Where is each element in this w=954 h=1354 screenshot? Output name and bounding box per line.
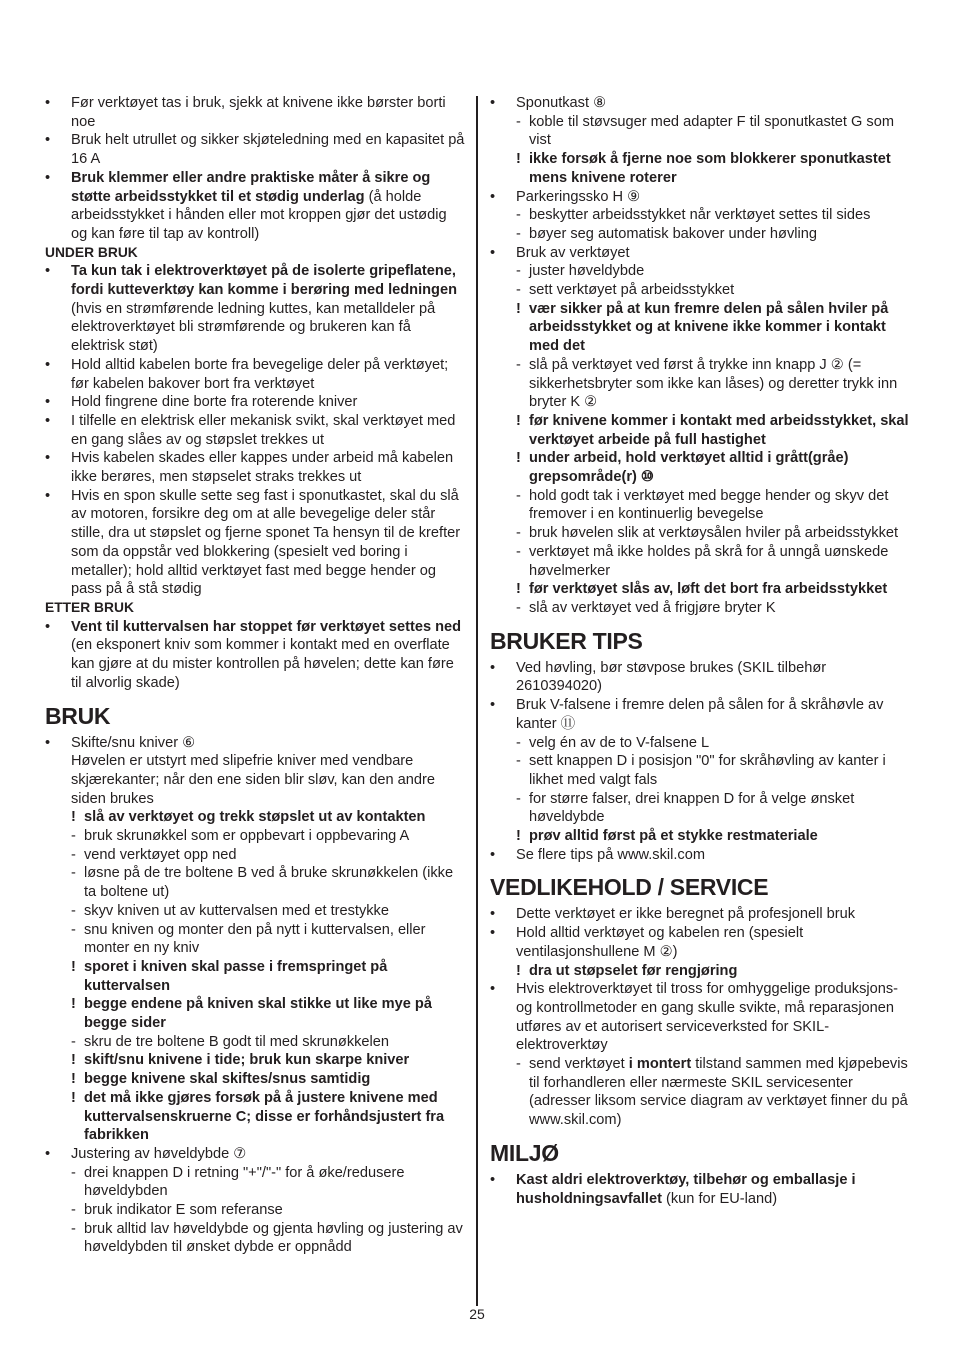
text-run: bruk høvelen slik at verktøysålen hviler på arbeidsstykket <box>529 525 899 542</box>
dash-item <box>490 752 912 789</box>
text-run: før verktøyet slås av, løft det bort fra arbeidsstykket <box>529 581 888 598</box>
text-run: Før verktøyet tas i bruk, sjekk at knivene ikke børster borti noe <box>71 95 446 130</box>
bullet-item <box>45 734 465 753</box>
text-run: begge endene på kniven skal stikke ut like mye på begge sider <box>84 996 432 1032</box>
text-run: VEDLIKEHOLD / SERVICE <box>490 874 769 901</box>
dash-item <box>45 827 465 846</box>
page-number: 25 <box>469 1306 485 1322</box>
bullet-item <box>490 1171 912 1208</box>
warning-item <box>45 1051 465 1070</box>
text-run: velg én av de to V-falsene L <box>529 734 710 751</box>
bullet-item <box>45 618 465 693</box>
text-run: Vent til kuttervalsen har stoppet før verktøyet settes ned <box>71 618 462 635</box>
warning-item <box>490 449 912 486</box>
text-run: (en eksponert kniv som kommer i kontakt med en overflate kan gjøre at du mister kontrollen på høvelen; dette kan føre til alvorlig skade) <box>71 637 454 691</box>
text-run: send verktøyet <box>529 1056 629 1073</box>
warning-item <box>45 1070 465 1089</box>
text-run: sporet i kniven skal passe i fremspringet på kuttervalsen <box>84 958 388 994</box>
dash-item <box>490 356 912 412</box>
bullet-item <box>490 188 912 207</box>
dash-item <box>490 262 912 281</box>
text-run: drei knappen D i retning "+"/"-" for å øke/redusere høveldybden <box>84 1164 405 1200</box>
text-run: Hvis elektroverktøyet til tross for omhyggelige produksjons- og kontrollmetoder en gang skulle svikte, må reparasjonen utføres av et autorisert serviceverksted for SKIL-elektroverktøy <box>516 981 899 1054</box>
warning-item <box>490 412 912 449</box>
dash-item <box>45 921 465 958</box>
text-run: Hvis kabelen skades eller kappes under arbeid må kabelen ikke berøres, men støpselet straks trekkes ut <box>71 450 454 486</box>
bullet-item <box>490 696 912 733</box>
text-run: sett verktøyet på arbeidsstykket <box>529 282 735 299</box>
text-run: slå på verktøyet ved først å trykke inn knapp J ② (= sikkerhetsbryter som ikke kan låses) og deretter trykk inn bryter K ② <box>529 356 898 411</box>
bullet-item <box>45 393 465 412</box>
dash-item <box>45 1033 465 1052</box>
text-run: vend verktøyet opp ned <box>84 846 237 863</box>
text-run: skyv kniven ut av kuttervalsen med et trestykke <box>84 902 389 919</box>
text-run: Dette verktøyet er ikke beregnet på profesjonell bruk <box>516 906 856 923</box>
dash-item <box>45 846 465 865</box>
dash-item <box>45 902 465 921</box>
text-run: Se flere tips på www.skil.com <box>516 846 705 863</box>
bullet-item <box>490 846 912 865</box>
bullet-item <box>45 262 465 356</box>
text-run: juster høveldybde <box>529 263 645 280</box>
section-heading <box>490 628 912 654</box>
section-heading <box>45 703 465 729</box>
text-run: under arbeid, hold verktøyet alltid i grått(gråe) grepsområde(r) ⑩ <box>529 450 849 486</box>
bullet-item <box>490 905 912 924</box>
text-run: UNDER BRUK <box>45 244 138 260</box>
subheading <box>45 599 465 618</box>
dash-item <box>490 1055 912 1130</box>
text-run: sett knappen D i posisjon "0" for skråhøvling av kanter i likhet med valgt fals <box>529 753 886 788</box>
bullet-item <box>490 244 912 263</box>
column-divider <box>476 96 478 1306</box>
text-run: løsne på de tre boltene B ved å bruke skrunøkkelen (ikke ta boltene ut) <box>84 865 454 901</box>
dash-item <box>45 1201 465 1220</box>
bullet-item <box>45 412 465 449</box>
text-run: ikke forsøk å fjerne noe som blokkerer sponutkastet mens knivene roterer <box>529 151 891 186</box>
text-run: bruk indikator E som referanse <box>84 1202 283 1219</box>
paragraph <box>45 752 465 808</box>
warning-item <box>490 827 912 846</box>
text-run: skru de tre boltene B godt til med skrunøkkelen <box>84 1033 390 1050</box>
bullet-item <box>490 924 912 961</box>
text-run: Bruk helt utrullet og sikker skjøteledning med en kapasitet på 16 A <box>71 132 465 168</box>
right-column <box>490 94 912 1208</box>
dash-item <box>45 864 465 901</box>
text-run: Ta kun tak i elektroverktøyet på de isolerte gripeflatene, fordi kutteverktøy kan komme i berøring med ledningen <box>71 263 458 299</box>
text-run: beskytter arbeidsstykket når verktøyet settes til sides <box>529 207 871 224</box>
warning-item <box>45 958 465 995</box>
text-run: MILJØ <box>490 1139 559 1166</box>
subheading <box>45 244 465 263</box>
section-heading <box>490 1140 912 1166</box>
text-run: BRUK <box>45 702 111 729</box>
text-run: slå av verktøyet ved å frigjøre bryter K <box>529 599 776 616</box>
left-column <box>45 94 465 1257</box>
bullet-item <box>45 1145 465 1164</box>
text-run: dra ut støpselet før rengjøring <box>529 962 738 979</box>
text-run: Hold alltid verktøyet og kabelen ren (spesielt ventilasjonshullene M ②) <box>516 925 804 960</box>
bullet-item <box>45 449 465 486</box>
text-run: i montert <box>628 1056 692 1073</box>
section-heading <box>490 874 912 900</box>
text-run: Parkeringssko H ⑨ <box>516 188 641 205</box>
text-run: før knivene kommer i kontakt med arbeidsstykket, skal verktøyet arbeide på full hastighet <box>529 412 909 448</box>
dash-item <box>490 543 912 580</box>
text-run: snu kniven og monter den på nytt i kuttervalsen, eller monter en ny kniv <box>84 921 426 957</box>
text-run: begge knivene skal skiftes/snus samtidig <box>84 1071 371 1088</box>
warning-item <box>45 808 465 827</box>
warning-item <box>45 995 465 1032</box>
dash-item <box>490 113 912 150</box>
bullet-item <box>45 487 465 599</box>
text-run: Ved høvling, bør støvpose brukes (SKIL tilbehør 2610394020) <box>516 659 827 695</box>
dash-item <box>490 206 912 225</box>
text-run: verktøyet må ikke holdes på skrå for å unngå uønskede høvelmerker <box>529 543 889 579</box>
dash-item <box>45 1164 465 1201</box>
warning-item <box>45 1089 465 1145</box>
warning-item <box>490 300 912 356</box>
text-run: Hvis en spon skulle sette seg fast i sponutkastet, skal du slå av motoren, forsikre deg om at alle bevegelige deler står stille, dra ut støpslet og fjerne sponet Ta hensyn til de krefter som da oppstår ved blokkering (spesielt ved boring i metaller); hold alltid verktøyet fast med begge hender og pass på å stå stødig <box>71 487 461 598</box>
text-run: (kun for EU-land) <box>661 1190 778 1207</box>
text-run: bruk alltid lav høveldybde og gjenta høvling og justering av høveldybden til ønsket dybde er oppnådd <box>84 1220 463 1256</box>
bullet-item <box>45 169 465 244</box>
dash-item <box>490 281 912 300</box>
bullet-item <box>45 356 465 393</box>
text-run: Hold alltid kabelen borte fra bevegelige deler på verktøyet; før kabelen bakover bort fra verktøyet <box>71 356 449 392</box>
text-run: slå av verktøyet og trekk støpslet ut av kontakten <box>84 809 426 826</box>
text-run: ETTER BRUK <box>45 599 134 615</box>
dash-item <box>45 1220 465 1257</box>
text-run: for større falser, drei knappen D for å velge ønsket høveldybde <box>529 790 855 826</box>
dash-item <box>490 225 912 244</box>
text-run: (å holde arbeidsstykket i hånden eller mot kroppen gjør det ustødig og kan føre til tap av kontroll) <box>71 188 447 242</box>
bullet-item <box>490 659 912 696</box>
text-run: Bruk av verktøyet <box>516 244 630 261</box>
bullet-item <box>490 94 912 113</box>
text-run: Sponutkast ⑧ <box>516 95 607 111</box>
dash-item <box>490 790 912 827</box>
text-run: (hvis en strømførende ledning kuttes, kan metalldeler på elektroverktøyet bli strømførende og brukeren kan få elektrisk støt) <box>71 300 436 355</box>
text-run: skift/snu knivene i tide; bruk kun skarpe kniver <box>84 1052 410 1069</box>
dash-item <box>490 487 912 524</box>
text-run: prøv alltid først på et stykke restmateriale <box>529 828 818 845</box>
warning-item <box>490 962 912 981</box>
text-run: Bruk klemmer eller andre praktiske måter å sikre og støtte arbeidsstykket til et stødig underlag <box>71 169 431 205</box>
text-run: I tilfelle en elektrisk eller mekanisk svikt, skal verktøyet med en gang slåes av og støpslet trekkes ut <box>71 412 456 448</box>
text-run: vær sikker på at kun fremre delen på sålen hviler på arbeidsstykket og at knivene ikke kommer i kontakt med det <box>529 300 889 355</box>
bullet-item <box>490 980 912 1055</box>
text-run: tilstand sammen med kjøpebevis til forhandleren eller nærmeste SKIL servicesenter (adresser liksom service diagram av verktøyet finner du på www.skil.com) <box>529 1056 908 1129</box>
text-run: hold godt tak i verktøyet med begge hender og skyv det fremover i en kontinuerlig bevegelse <box>529 487 889 523</box>
warning-item <box>490 580 912 599</box>
text-run: Justering av høveldybde ⑦ <box>71 1145 247 1162</box>
text-run: Bruk V-falsene i fremre delen på sålen for å skråhøvle av kanter ⑪ <box>516 697 884 732</box>
dash-item <box>490 599 912 618</box>
text-run: Kast aldri elektroverktøy, tilbehør og emballasje i husholdningsavfallet <box>516 1171 856 1207</box>
text-run: Skifte/snu kniver ⑥ <box>71 734 196 751</box>
dash-item <box>490 734 912 753</box>
text-run: det må ikke gjøres forsøk på å justere knivene med kuttervalsenskruerne C; disse er forhåndsjustert fra fabrikken <box>84 1089 445 1144</box>
text-run: bøyer seg automatisk bakover under høvling <box>529 225 817 242</box>
text-run: bruk skrunøkkel som er oppbevart i oppbevaring A <box>84 828 410 845</box>
text-run: BRUKER TIPS <box>490 627 643 654</box>
bullet-item <box>45 94 465 131</box>
text-run: Hold fingrene dine borte fra roterende kniver <box>71 394 358 411</box>
text-run: koble til støvsuger med adapter F til sponutkastet G som vist <box>529 113 895 149</box>
text-run: Høvelen er utstyrt med slipefrie kniver med vendbare skjærekanter; når den ene siden blir sløv, kan den andre siden brukes <box>71 753 435 807</box>
bullet-item <box>45 131 465 168</box>
dash-item <box>490 524 912 543</box>
warning-item <box>490 150 912 187</box>
